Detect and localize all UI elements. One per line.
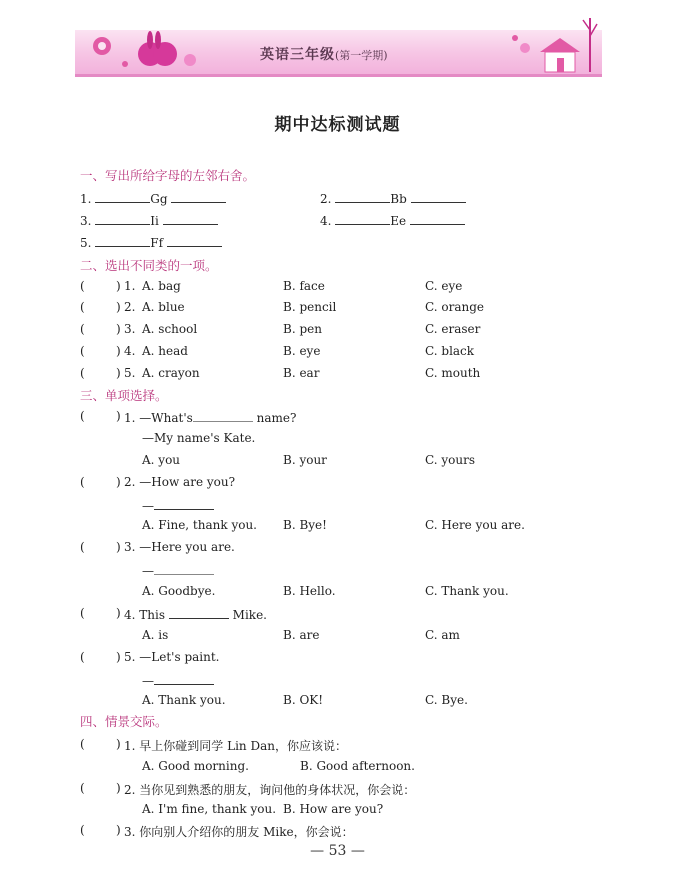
answer-paren-open[interactable]: ( — [80, 540, 85, 554]
answer-paren-open[interactable]: ( — [80, 475, 85, 489]
item-number: 2. — [124, 300, 136, 314]
answer-paren-close: ) — [116, 475, 121, 489]
reply-blank-line — [142, 497, 214, 513]
flower-bunny-decoration-icon — [80, 28, 210, 74]
question-stem — [124, 409, 296, 425]
dialogue-reply: —My name's Kate. — [142, 431, 256, 445]
item-number: 5. — [124, 650, 136, 664]
option-a: A. Fine, thank you. — [142, 518, 257, 532]
letter-given: Ii — [150, 214, 159, 228]
answer-blank[interactable] — [163, 212, 218, 225]
option-c: C. black — [425, 344, 475, 358]
section-heading-2: 二、选出不同类的一项。 — [80, 258, 218, 273]
section-heading-3: 三、单项选择。 — [80, 388, 168, 403]
option-c: C. eraser — [425, 322, 481, 336]
answer-blank[interactable] — [95, 234, 150, 247]
section-heading-1: 一、写出所给字母的左邻右舍。 — [80, 168, 256, 183]
header-banner — [75, 8, 602, 74]
option-b: B. eye — [283, 344, 321, 358]
stem-text: —How are you? — [139, 475, 236, 489]
answer-blank[interactable] — [335, 212, 390, 225]
question-stem — [124, 540, 235, 554]
page-title: 期中达标测试题 — [274, 115, 401, 135]
option-c: C. Here you are. — [425, 518, 525, 532]
book-title-main: 英语三年级 — [260, 47, 335, 63]
option-c: C. Thank you. — [425, 584, 509, 598]
answer-paren-close: ) — [116, 344, 121, 358]
item-number: 3. — [80, 214, 92, 228]
answer-blank[interactable] — [335, 190, 390, 203]
section-heading-4: 四、情景交际。 — [80, 714, 168, 729]
stem-text: 当你见到熟悉的朋友，询问他的身体状况，你会说： — [139, 783, 416, 797]
letter-item-4 — [320, 212, 465, 228]
question-stem — [124, 650, 219, 664]
dialogue-dash: — — [142, 564, 154, 578]
answer-paren-close: ) — [116, 540, 121, 554]
option-b: B. pencil — [283, 300, 337, 314]
answer-paren-close: ) — [116, 737, 121, 751]
stem-before-blank: This — [139, 608, 166, 622]
answer-paren-close: ) — [116, 650, 121, 664]
option-b: B. ear — [283, 366, 320, 380]
page-number: — 53 — — [310, 843, 365, 859]
answer-blank[interactable] — [169, 606, 229, 619]
stem-before-blank: —What's — [139, 411, 193, 425]
option-a: A. Good morning. — [142, 759, 249, 773]
item-number: 1. — [80, 192, 92, 206]
answer-blank[interactable] — [167, 234, 222, 247]
item-number: 4. — [320, 214, 332, 228]
item-number: 1. — [124, 411, 136, 425]
letter-given: Gg — [150, 192, 168, 206]
item-number: 3. — [124, 540, 136, 554]
stem-text: —Here you are. — [139, 540, 235, 554]
answer-blank[interactable] — [410, 212, 465, 225]
option-a: A. you — [142, 453, 181, 467]
answer-paren-close: ) — [116, 279, 121, 293]
item-number: 3. — [124, 322, 136, 336]
dialogue-dash: — — [142, 674, 154, 688]
option-b: B. OK! — [283, 693, 324, 707]
option-a: A. Thank you. — [142, 693, 226, 707]
answer-paren-close: ) — [116, 823, 121, 837]
dialogue-dash: — — [142, 499, 154, 513]
answer-blank[interactable] — [154, 497, 214, 510]
letter-item-5 — [80, 234, 222, 250]
item-number: 4. — [124, 344, 136, 358]
stem-after-blank: name? — [256, 411, 297, 425]
reply-blank-line — [142, 672, 214, 688]
option-a: A. Goodbye. — [142, 584, 216, 598]
option-a: A. I'm fine, thank you. — [142, 802, 277, 816]
item-number: 4. — [124, 608, 136, 622]
answer-blank[interactable] — [154, 672, 214, 685]
stem-after-blank: Mike. — [232, 608, 267, 622]
answer-paren-open[interactable]: ( — [80, 650, 85, 664]
answer-paren-close: ) — [116, 606, 121, 620]
option-b: B. are — [283, 628, 320, 642]
option-b: B. Bye! — [283, 518, 327, 532]
answer-paren-open[interactable]: ( — [80, 344, 85, 358]
answer-paren-close: ) — [116, 366, 121, 380]
question-stem — [124, 606, 267, 622]
option-c: C. am — [425, 628, 460, 642]
answer-paren-open[interactable]: ( — [80, 409, 85, 423]
option-a: A. head — [142, 344, 188, 358]
answer-paren-close: ) — [116, 409, 121, 423]
question-stem — [124, 781, 415, 798]
question-stem — [124, 823, 354, 840]
item-number: 2. — [124, 475, 136, 489]
option-c: C. eye — [425, 279, 463, 293]
item-number: 5. — [80, 236, 92, 250]
answer-blank[interactable] — [154, 562, 214, 575]
option-b: B. How are you? — [283, 802, 384, 816]
option-b: B. pen — [283, 322, 322, 336]
answer-paren-close: ) — [116, 322, 121, 336]
option-c: C. yours — [425, 453, 476, 467]
option-b: B. Hello. — [283, 584, 336, 598]
item-number: 3. — [124, 825, 136, 839]
house-tree-decoration-icon — [505, 8, 600, 74]
option-a: A. bag — [142, 279, 181, 293]
letter-item-1 — [80, 190, 226, 206]
option-b: B. your — [283, 453, 327, 467]
answer-paren-open[interactable]: ( — [80, 366, 85, 380]
option-a: A. is — [142, 628, 169, 642]
item-number: 2. — [124, 783, 136, 797]
letter-item-2 — [320, 190, 466, 206]
answer-paren-open[interactable]: ( — [80, 606, 85, 620]
letter-given: Ee — [390, 214, 407, 228]
banner-accent-strip — [75, 74, 602, 77]
stem-text: —Let's paint. — [139, 650, 220, 664]
answer-blank[interactable] — [193, 409, 253, 422]
book-title-sub: (第一学期) — [335, 49, 388, 62]
answer-blank[interactable] — [411, 190, 466, 203]
option-c: C. orange — [425, 300, 485, 314]
option-c: C. mouth — [425, 366, 481, 380]
item-number: 1. — [124, 279, 136, 293]
item-number: 5. — [124, 366, 136, 380]
option-c: C. Bye. — [425, 693, 468, 707]
option-a: A. blue — [142, 300, 185, 314]
answer-paren-open[interactable]: ( — [80, 737, 85, 751]
answer-paren-open[interactable]: ( — [80, 781, 85, 795]
reply-blank-line — [142, 562, 214, 578]
answer-blank[interactable] — [95, 212, 150, 225]
stem-text: 早上你碰到同学 Lin Dan，你应该说： — [139, 739, 347, 753]
item-number: 1. — [124, 739, 136, 753]
option-a: A. crayon — [142, 366, 200, 380]
answer-paren-open[interactable]: ( — [80, 279, 85, 293]
answer-paren-open[interactable]: ( — [80, 300, 85, 314]
letter-given: Ff — [150, 236, 164, 250]
option-a: A. school — [142, 322, 198, 336]
letter-given: Bb — [390, 192, 407, 206]
letter-item-3 — [80, 212, 218, 228]
answer-paren-close: ) — [116, 781, 121, 795]
book-title — [260, 44, 388, 64]
answer-blank[interactable] — [171, 190, 226, 203]
option-b: B. Good afternoon. — [300, 759, 415, 773]
item-number: 2. — [320, 192, 332, 206]
answer-blank[interactable] — [95, 190, 150, 203]
answer-paren-open[interactable]: ( — [80, 322, 85, 336]
question-stem — [124, 737, 347, 754]
answer-paren-close: ) — [116, 300, 121, 314]
option-b: B. face — [283, 279, 325, 293]
question-stem — [124, 475, 235, 489]
stem-text: 你向别人介绍你的朋友 Mike，你会说： — [139, 825, 354, 839]
answer-paren-open[interactable]: ( — [80, 823, 85, 837]
